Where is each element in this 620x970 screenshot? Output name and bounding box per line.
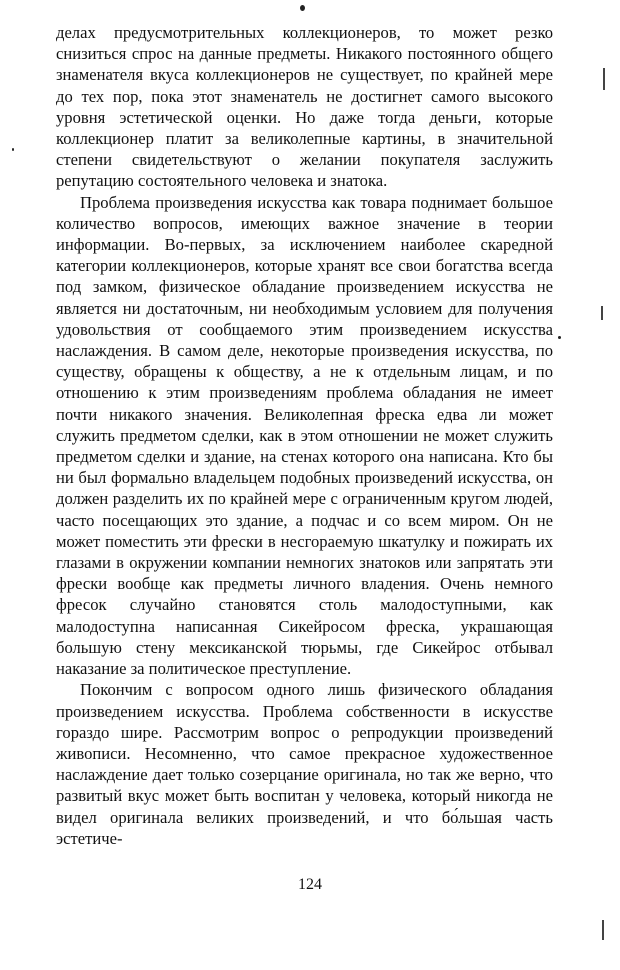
- margin-speck-left: [12, 148, 14, 151]
- body-text: [56, 22, 553, 849]
- page-number: 124: [298, 876, 322, 893]
- ink-speck-top: [300, 5, 305, 11]
- ink-speck-right: [558, 336, 561, 339]
- paragraph-ownership-reproduction: Покончим с вопросом одного лишь физического обладания произведением искусства. Проблема собственности в искусстве гораздо шире. Рассмотрим вопрос о репродукции произведений живописи. Несомненно, что самое прекрасное художественное наслаждение дает только созерцание оригинала, но так же верно, что развитый вкус может быть воспитан у человека, который никогда не видел оригинала великих произведений, и что бо́льшая часть эстетиче-: [56, 680, 553, 848]
- paragraph-art-as-commodity: Проблема произведения искусства как товара поднимает большое количество вопросов, имеющих важное значение в теории информации. Во-первых, за исключением наиболее скаредной категории коллекционеров, которые хранят все свои богатства всегда под замком, физическое обладание произведением искусства не является ни достаточным, ни необходимым условием для получения удовольствия от сообщаемого этим произведением искусства наслаждения. В самом деле, некоторые произведения искусства, по существу, обращены к обществу, а не к отдельным лицам, и по отношению к этим произведениям проблема обладания не имеет почти никакого значения. Великолепная фреска едва ли может служить предметом сделки, как в этом отношении не может служить предметом сделки и здание, на стенах которого она написана. Кто бы ни был формально владельцем подобных произведений искусства, он должен разделить их по крайней мере с ограниченным кругом людей, часто посещающих это здание, а подчас и со всем миром. Он не может поместить эти фрески в несгораемую шкатулку и пожирать их глазами в окружении компании немногих знатоков или запрятать эти фрески вообще как предметы личного владения. Очень немного фресок случайно становятся столь малодоступными, как малодоступна написанная Сикейросом фреска, украшающая большую стену мексиканской тюрьмы, где Сикейрос отбывал наказание за политическое преступление.: [56, 192, 553, 679]
- paragraph-collectors-taste: делах предусмотрительных коллекционеров, то может резко снизиться спрос на данные предметы. Никакого постоянного общего знаменателя вкуса коллекционеров не существует, по крайней мере до тех пор, пока этот знаменатель не достигнет самого высокого уровня эстетической оценки. Но даже тогда деньги, которые коллекционер платит за великолепные картины, в значительной степени свидетельствуют о желании покупателя заслужить репутацию состоятельного человека и знатока.: [56, 23, 553, 191]
- margin-mark-right-middle: [601, 306, 603, 320]
- margin-mark-right-top: [603, 68, 605, 90]
- margin-mark-right-bottom: [602, 920, 604, 940]
